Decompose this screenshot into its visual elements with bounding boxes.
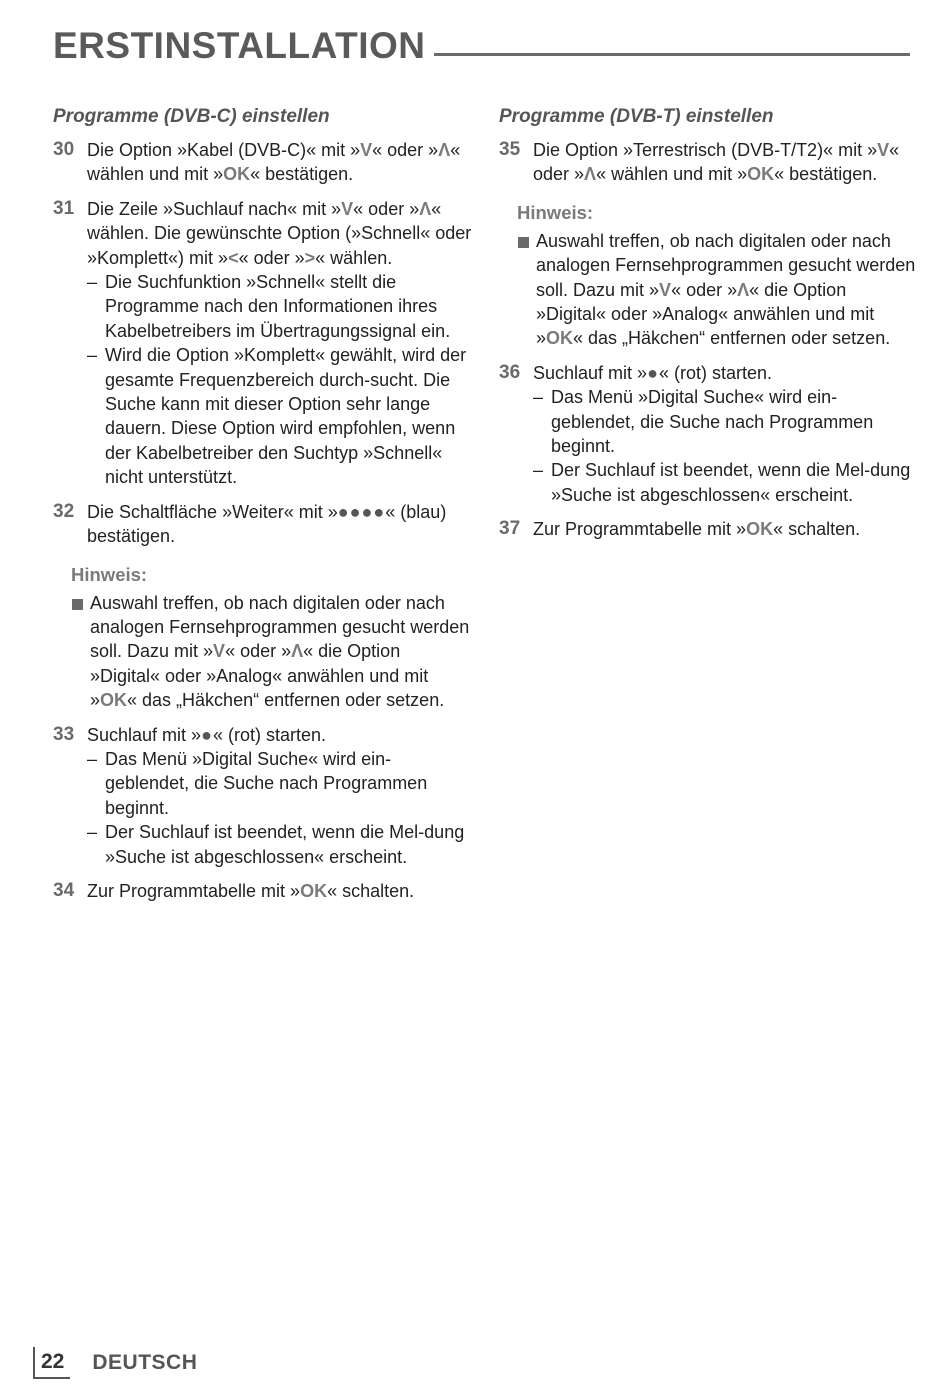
hint-title: Hinweis:	[517, 201, 594, 223]
language-label: DEUTSCH	[92, 1351, 198, 1374]
step-number: 35	[499, 139, 521, 160]
sub-item: – Die Suchfunktion »Schnell« stellt die Programme nach den Informationen ihres Kabelbetreibers im Übertragungssignal ein.	[87, 272, 451, 341]
bullet-square-icon	[72, 599, 83, 610]
step-number: 32	[53, 500, 75, 522]
red-button-icon: ●	[647, 362, 659, 383]
step-number: 31	[53, 197, 75, 219]
red-button-icon: ●	[201, 724, 213, 745]
left-key-icon: <	[228, 247, 239, 268]
up-key-icon: Λ	[438, 140, 451, 160]
section-title-dvbc: Programme (DVB-C) einstellen	[53, 106, 330, 127]
header-rule	[434, 53, 911, 56]
blue-button-icon: ●●●●	[337, 501, 386, 522]
page-footer	[33, 1347, 197, 1379]
ok-key-icon: OK	[100, 690, 128, 711]
step-37: 37 Zur Programmtabelle mit »OK« schalten.	[499, 517, 919, 541]
sub-item: – Der Suchlauf ist beendet, wenn die Mel-dung »Suche ist abgeschlossen« erscheint.	[87, 822, 465, 867]
down-key-icon: V	[877, 140, 890, 160]
sub-item: – Das Menü »Digital Suche« wird ein-geblendet, die Suche nach Programmen beginnt.	[533, 387, 874, 457]
hint-bullet: Auswahl treffen, ob nach digitalen oder nach analogen Fernsehprogrammen gesucht werden soll. Dazu mit »V« oder »Λ« die Option »Digital« oder »Analog« anwählen und mit »OK« das „Häkchen“ entfernen oder setzen.	[499, 229, 919, 351]
page-number-box	[33, 1347, 70, 1379]
down-key-icon: V	[341, 198, 354, 219]
page-title: ERSTINSTALLATION	[53, 25, 426, 66]
sub-item: – Wird die Option »Komplett« gewählt, wird der gesamte Frequenzbereich durch-sucht. Die Suche kann mit dieser Option sehr lange dauern. Diese Option wird empfohlen, wenn der Kabelbetreiber den Suchtyp »Schnell« nicht unterstützt.	[87, 345, 467, 488]
step-31: 31 Die Zeile »Suchlauf nach« mit »V« oder »Λ« wählen. Die gewünschte Option (»Schnell« oder »Komplett«) mit »<« oder »>« wählen. – Die Suchfunktion »Schnell« stellt die Programme nach den Informationen ihres Kabelbetreibers im Übertragungssignal ein. – Wird die Option »Komplett« gewählt, wird der gesamte Frequenzbereich durch-sucht. Die Suche kann mit dieser Option sehr lange dauern. Diese Option wird empfohlen, wenn der Kabelbetreiber den Suchtyp »Schnell« nicht unterstützt.	[53, 197, 473, 490]
down-key-icon: V	[360, 140, 373, 160]
step-34: 34 Zur Programmtabelle mit »OK« schalten.	[53, 879, 473, 903]
hint-bullet: Auswahl treffen, ob nach digitalen oder nach analogen Fernsehprogrammen gesucht werden soll. Dazu mit »V« oder »Λ« die Option »Digital« oder »Analog« anwählen und mit »OK« das „Häkchen“ entfernen oder setzen.	[53, 591, 473, 713]
up-key-icon: Λ	[584, 164, 597, 185]
step-36: 36 Suchlauf mit »●« (rot) starten. – Das Menü »Digital Suche« wird ein-geblendet, die Suche nach Programmen beginnt. – Der Suchlauf ist beendet, wenn die Mel-dung »Suche ist abgeschlossen« erscheint.	[499, 361, 919, 507]
up-key-icon: Λ	[291, 641, 304, 662]
down-key-icon: V	[213, 641, 226, 662]
bullet-square-icon	[518, 237, 529, 248]
sub-item: – Der Suchlauf ist beendet, wenn die Mel-dung »Suche ist abgeschlossen« erscheint.	[533, 460, 911, 505]
down-key-icon: V	[659, 279, 672, 300]
section-title-dvbt: Programme (DVB-T) einstellen	[499, 106, 774, 127]
up-key-icon: Λ	[737, 279, 750, 300]
up-key-icon: Λ	[419, 198, 432, 219]
step-35: 35 Die Option »Terrestrisch (DVB-T/T2)« mit »V« oder »Λ« wählen und mit »OK« bestätigen.	[499, 139, 900, 185]
left-column	[53, 104, 473, 913]
page-number: 22	[41, 1350, 65, 1373]
page-header	[53, 22, 910, 66]
step-number: 36	[499, 361, 521, 383]
step-33: 33 Suchlauf mit »●« (rot) starten. – Das Menü »Digital Suche« wird ein-geblendet, die Suche nach Programmen beginnt. – Der Suchlauf ist beendet, wenn die Mel-dung »Suche ist abgeschlossen« erscheint.	[53, 723, 473, 869]
sub-item: – Das Menü »Digital Suche« wird ein-geblendet, die Suche nach Programmen beginnt.	[87, 748, 428, 818]
step-number: 30	[53, 139, 75, 160]
right-key-icon: >	[304, 247, 316, 268]
ok-key-icon: OK	[546, 328, 574, 349]
ok-key-icon: OK	[747, 164, 775, 185]
right-column	[499, 104, 919, 552]
hint-title: Hinweis:	[71, 563, 148, 585]
step-30: 30 Die Option »Kabel (DVB-C)« mit »V« oder »Λ« wählen und mit »OK« bestätigen.	[53, 139, 461, 185]
step-number: 34	[53, 879, 75, 901]
step-number: 37	[499, 518, 521, 540]
ok-key-icon: OK	[746, 519, 774, 540]
ok-key-icon: OK	[223, 164, 251, 185]
step-32: 32 Die Schaltfläche »Weiter« mit »●●●●« (blau) bestätigen.	[53, 500, 447, 547]
step-number: 33	[53, 723, 75, 745]
ok-key-icon: OK	[300, 880, 328, 901]
